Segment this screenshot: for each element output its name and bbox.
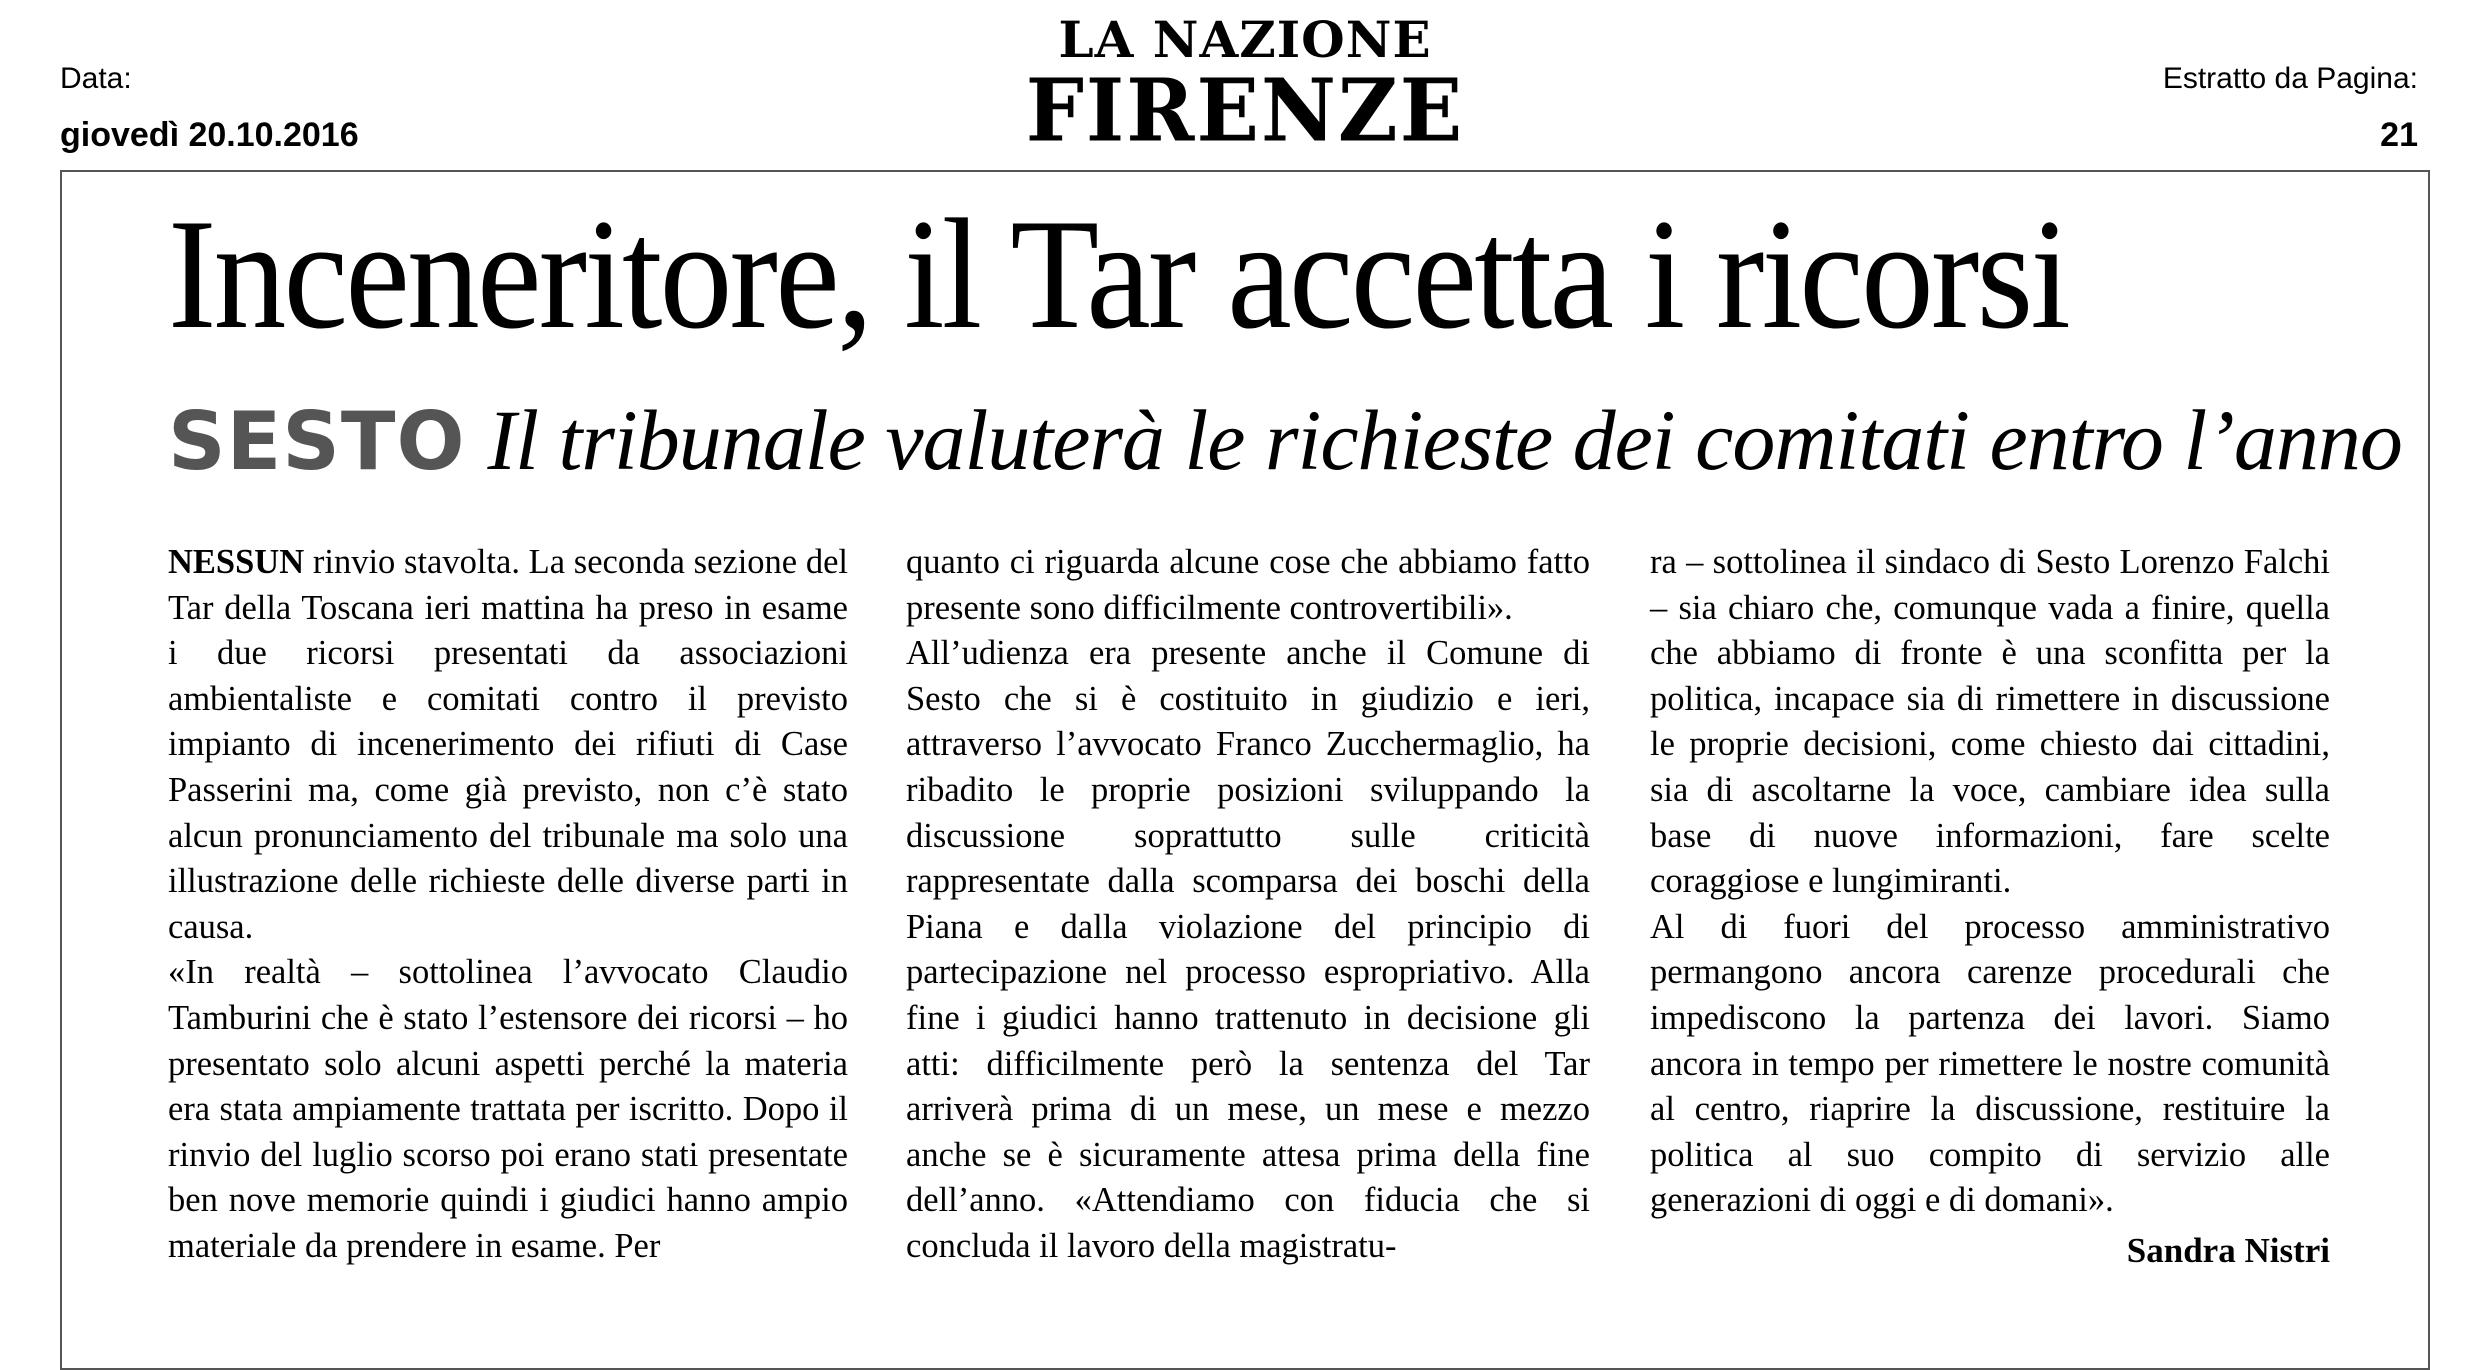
- article-subheadline: [168, 390, 2402, 492]
- article-column-3: [1650, 540, 2330, 1274]
- lead-word: NESSUN: [168, 543, 305, 581]
- article-paragraph: quanto ci riguarda alcune cose che abbiamo fatto presente sono difficilmente controvertibili».: [906, 543, 1590, 627]
- article-paragraph: Al di fuori del processo amministrativo permangono ancora carenze procedurali che impediscono la partenza dei lavori. Siamo ancora in tempo per rimettere le nostre comunità al centro, riaprire la discussione, restituire la politica al suo compito di servizio alle generazioni di oggi e di domani».: [1650, 907, 2330, 1220]
- date-label: Data:: [60, 62, 132, 95]
- article-deck: Il tribunale valuterà le richieste dei comitati entro l’anno: [487, 392, 2402, 488]
- masthead-title: LA NAZIONE: [1058, 10, 1432, 69]
- article-kicker: SESTO: [168, 395, 466, 488]
- page-label: Estratto da Pagina:: [2162, 62, 2418, 95]
- article-column-2: [906, 540, 1590, 1270]
- article-paragraph: ra – sottolinea il sindaco di Sesto Lorenzo Falchi – sia chiaro che, comunque vada a finire, quella che abbiamo di fronte è una sconfitta per la politica, incapace sia di rimettere in discussione le proprie decisioni, come chiesto dai cittadini, sia di ascoltarne la voce, cambiare idea sulla base di nuove informazioni, fare scelte coraggiose e lungimiranti.: [1650, 543, 2330, 901]
- article-paragraph: «In realtà – sottolinea l’avvocato Claudio Tamburini che è stato l’estensore dei ricorsi – ho presentato solo alcuni aspetti perché la materia era stata ampiamente trattata per iscritto. Dopo il rinvio del luglio scorso poi erano stati presentate ben nove memorie quindi i giudici hanno ampio materiale da prendere in esame. Per: [168, 953, 848, 1265]
- masthead-edition: FIRENZE: [1025, 60, 1465, 162]
- article-headline: Inceneritore, il Tar accetta i ricorsi: [168, 187, 2069, 362]
- date-value: giovedì 20.10.2016: [60, 116, 359, 154]
- article-column-1: [168, 540, 848, 1270]
- article-byline: Sandra Nistri: [2126, 1230, 2330, 1270]
- newspaper-masthead: [1010, 10, 1480, 162]
- article-paragraph: [168, 540, 848, 950]
- article-paragraph: All’udienza era presente anche il Comune di Sesto che si è costituito in giudizio e ieri, attraverso l’avvocato Franco Zucchermaglio, ha ribadito le proprie posizioni sviluppando la discussione soprattutto sulle criticità rappresentate dalla scomparsa dei boschi della Piana e dalla violazione del principio di partecipazione nel processo espropriativo. Alla fine i giudici hanno trattenuto in decisione gli atti: difficilmente però la sentenza del Tar arriverà prima di un mese, un mese e mezzo anche se è sicuramente attesa prima della fine dell’anno. «Attendiamo con fiducia che si concluda il lavoro della magistratu-: [906, 634, 1590, 1265]
- page-number: 21: [2380, 116, 2418, 154]
- paragraph-text: rinvio stavolta. La seconda sezione del Tar della Toscana ieri mattina ha preso in esame i due ricorsi presentati da associazioni ambientaliste e comitati contro il previsto impianto di incenerimento dei rifiuti di Case Passerini ma, come già previsto, non c’è stato alcun pronunciamento del tribunale ma solo una illustrazione delle richieste delle diverse parti in causa.: [168, 543, 848, 946]
